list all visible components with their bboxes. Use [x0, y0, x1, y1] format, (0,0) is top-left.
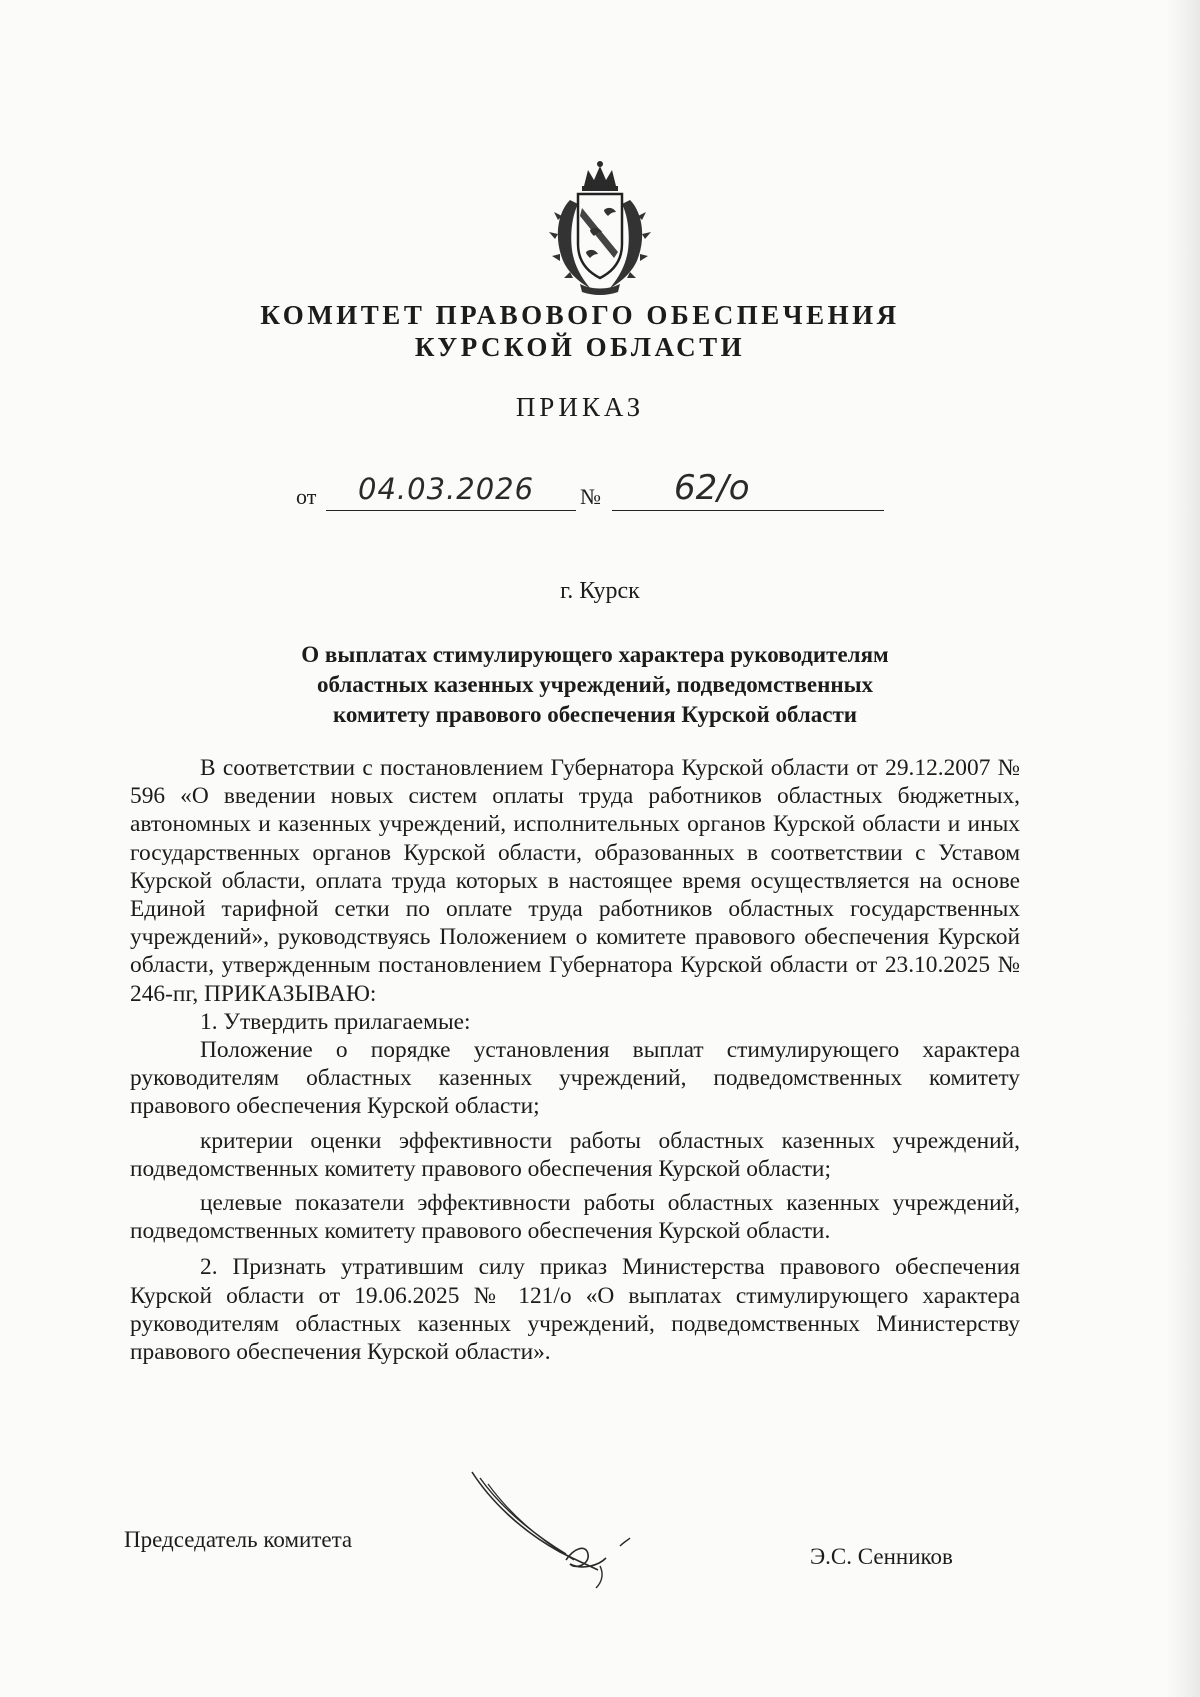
- preamble-paragraph: В соответствии с постановлением Губернатора Курской области от 29.12.2007 № 596 «О введении новых систем оплаты труда работников областных бюджетных, автономных и казенных учреждений, исполнительных органов Курской области и иных государственных органов Курской области, образованных в соответствии с Уставом Курской области, оплата труда которых в настоящее время осуществляется на основе Единой тарифной сетки по оплате труда работников областных государственных учреждений», руководствуясь Положением о комитете правового обеспечения Курской области, утвержденным постановлением Губернатора Курской области от 23.10.2025 № 246-пг, ПРИКАЗЫВАЮ:: [130, 755, 1020, 1007]
- document-type: ПРИКАЗ: [515, 392, 645, 422]
- item-1: 1. Утвердить прилагаемые:: [200, 1008, 471, 1035]
- title-line: областных казенных учреждений, подведомственных: [316, 672, 874, 697]
- item-2: 2. Признать утратившим силу приказ Министерства правового обеспечения Курской области от 19.06.2025 № 121/о «О выплатах стимулирующего характера руководителям областных казенных учреждений, подведомственных Министерству правового обеспечения Курской области».: [130, 1254, 1020, 1366]
- number-underline: [612, 510, 884, 511]
- title-line: комитету правового обеспечения Курской области: [332, 702, 858, 727]
- coat-of-arms-icon: [540, 160, 660, 296]
- organization-name-line1: КОМИТЕТ ПРАВОВОГО ОБЕСПЕЧЕНИЯ: [260, 300, 900, 330]
- date-underline: [326, 510, 576, 511]
- handwritten-date: 04.03.2026: [358, 472, 535, 506]
- date-number-line: [296, 468, 896, 518]
- item-1-criteria: критерии оценки эффективности работы областных казенных учреждений, подведомственных комитету правового обеспечения Курской области;: [130, 1127, 1020, 1182]
- signatory-name: Э.С. Сенников: [810, 1544, 953, 1569]
- item-1-regulation: Положение о порядке установления выплат стимулирующего характера руководителям областных казенных учреждений, подведомственных комитету правового обеспечения Курской области;: [130, 1037, 1020, 1120]
- signatory-role: Председатель комитета: [124, 1527, 353, 1552]
- item-1-targets: целевые показатели эффективности работы областных казенных учреждений, подведомственных комитету правового обеспечения Курской области.: [130, 1190, 1020, 1245]
- scan-edge-shadow: [1166, 0, 1200, 1697]
- number-label: №: [580, 484, 601, 509]
- document-body: [130, 754, 1020, 1366]
- date-label: от: [296, 484, 317, 509]
- city: г. Курск: [560, 578, 640, 604]
- handwritten-number: 62/о: [674, 468, 750, 508]
- title-line: О выплатах стимулирующего характера руководителям: [301, 642, 889, 667]
- organization-name-line2: КУРСКОЙ ОБЛАСТИ: [414, 332, 746, 362]
- handwritten-signature: [470, 1470, 660, 1590]
- document-title: [200, 640, 990, 730]
